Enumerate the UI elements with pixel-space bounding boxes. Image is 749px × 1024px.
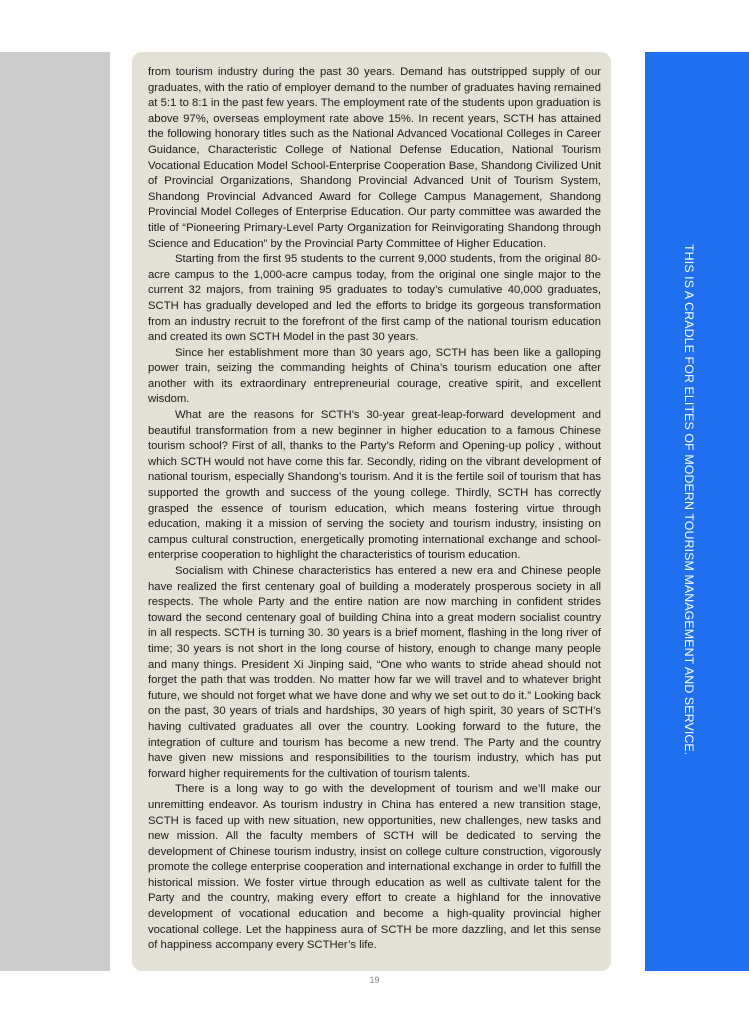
paragraph: There is a long way to go with the development of tourism and we’ll make our unremitting endeavor. As tourism industry in China has entered a new transition stage, SCTH is faced up with new situation, new opportunities, new challenges, new tasks and new mission. All the faculty members of SCTH will be dedicated to serving the development of Chinese tourism industry, insist on college culture construction, vigorously promote the college enterprise cooperation and international exchange in order to fulfill the historical mission. We foster virtue through education as well as cultivate talent for the Party and the country, making every effort to create a highland for the innovative development of vocational education and become a high-quality provincial higher vocational college. Let the happiness aura of SCTH be more dazzling, and let this sense of happiness accompany every SCTHer’s life. — [148, 783, 601, 952]
article-text-panel — [132, 52, 611, 971]
paragraph: Since her establishment more than 30 years ago, SCTH has been like a galloping power train, seizing the commanding heights of China’s tourism education one after another with its extraordinary entrepreneurial courage, creative spirit, and excellent wisdom. — [148, 346, 601, 406]
paragraph: Starting from the first 95 students to the current 9,000 students, from the original 80-acre campus to the 1,000-acre campus today, from the original one single major to the current 32 majors, from training 95 graduates to today’s cumulative 40,000 graduates, SCTH has gradually developed and led the efforts to bridge its gorgeous transformation from an industry recruit to the forefront of the first camp of the national tourism education and created its own SCTH Model in the past 30 years. — [148, 253, 601, 344]
vertical-side-title: THIS IS A CRADLE FOR ELITES OF MODERN TOURISM MANAGEMENT AND SERVICE. — [682, 244, 696, 756]
left-sidebar-bar — [0, 52, 110, 971]
page-number: 19 — [369, 975, 380, 985]
right-title-bar — [645, 52, 749, 971]
paragraph: Socialism with Chinese characteristics has entered a new era and Chinese people have realized the first centenary goal of building a moderately prosperous society in all respects. The whole Party and the entire nation are now marching in confident strides toward the second centenary goal of building China into a great modern socialist country in all respects. SCTH is turning 30. 30 years is a brief moment, flashing in the long river of time; 30 years is not short in the long course of history, enough to change many people and many things. President Xi Jinping said, “One who wants to stride ahead should not forget the path that was trodden. No matter how far we will travel and to whatever bright future, we should not forget what we have done and why we set out to do it.” Looking back on the past, 30 years of trials and hardships, 30 years of high spirit, 30 years of SCTH’s having cultivated graduates all over the country. Looking forward to the future, the integration of culture and tourism has become a new trend. The Party and the country have given new missions and responsibilities to the tourism industry, which has put forward higher requirements for the cultivation of tourism talents. — [148, 565, 601, 780]
paragraph: What are the reasons for SCTH’s 30-year great-leap-forward development and beautiful transformation from a new beginner in higher education to a famous Chinese tourism school? First of all, thanks to the Party’s Reform and Opening-up policy , without which SCTH would not have come this far. Secondly, riding on the vibrant development of national tourism, especially Shandong’s tourism. And it is the fertile soil of tourism that has supported the growth and success of the young college. Thirdly, SCTH has correctly grasped the essence of tourism education, which means fostering virtue through education, making it a mission of serving the society and tourism industry, insisting on campus cultural construction, energetically promoting international exchange and school-enterprise cooperation to highlight the characteristics of tourism education. — [148, 409, 601, 562]
paragraph-continued: from tourism industry during the past 30 years. Demand has outstripped supply of our graduates, with the ratio of employer demand to the number of graduates having remained at 5:1 to 8:1 in the past few years. The employment rate of the students upon graduation is above 97%, overseas employment rate above 15%. In recent years, SCTH has attained the following honorary titles such as the National Advanced Vocational Colleges in Career Guidance, Characteristic College of National Defense Education, National Tourism Vocational Education Model School-Enterprise Cooperation Base, Shandong Civilized Unit of Provincial Organizations, Shandong Provincial Advanced Unit of Tourism System, Shandong Provincial Advanced Award for College Campus Management, Shandong Provincial Model Colleges of Enterprise Education. Our party committee was awarded the title of “Pioneering Primary-Level Party Organization for Reinvigorating Shandong through Science and Education” by the Provincial Party Committee of Higher Education. — [148, 66, 601, 250]
